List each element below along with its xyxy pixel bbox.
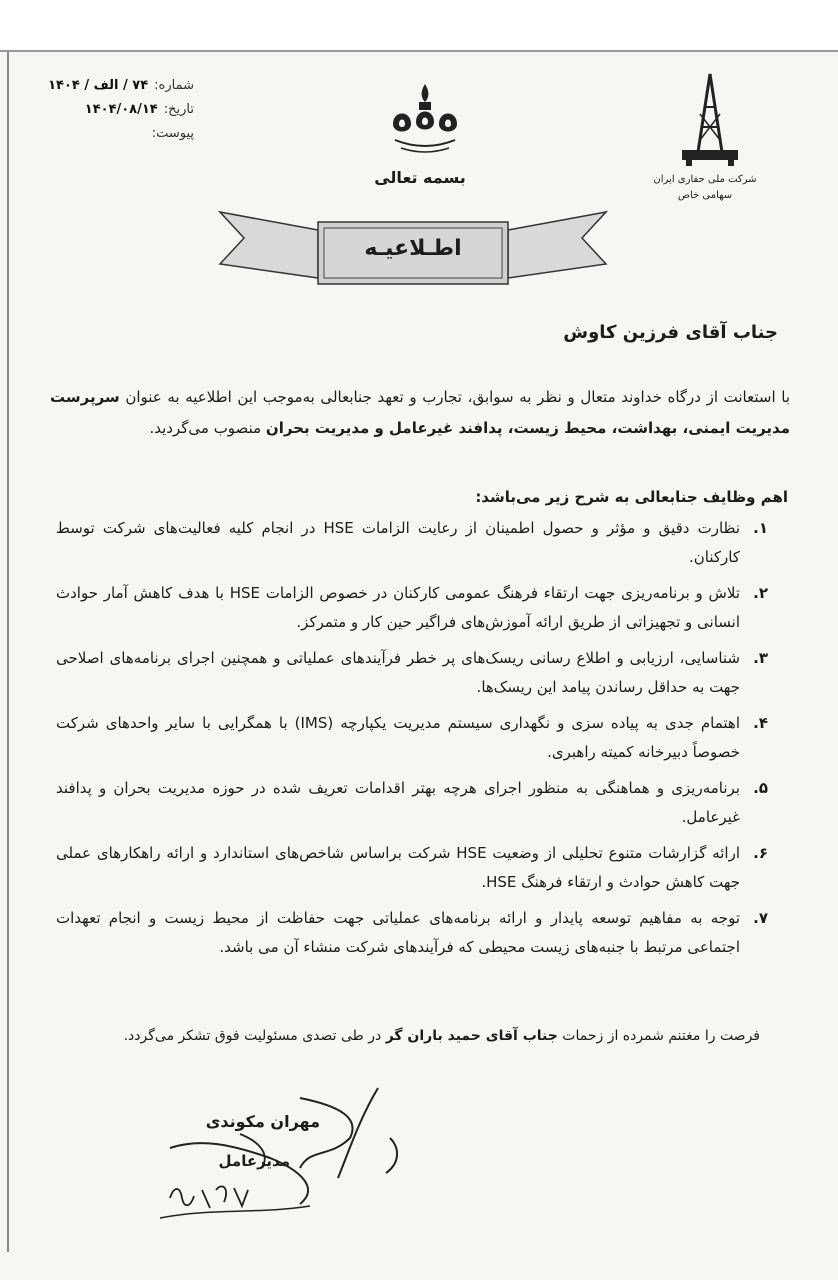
thanks-predecessor: جناب آقای حمید باران گر	[385, 1028, 558, 1044]
meta-attachment-label: پیوست:	[151, 126, 194, 141]
scan-border-left	[7, 52, 9, 1252]
duty-number: ۲.	[753, 584, 768, 602]
duties-list	[56, 514, 768, 969]
duty-text: توجه به مفاهیم توسعه پایدار و ارائه برنامه‌های عملیاتی جهت حفاظت از محیط زیست و انجام تعهدات اجتماعی مرتبط با جنبه‌های زیست محیطی که فرآیندهای شرکت منشاء آن می باشد.	[56, 909, 740, 956]
duty-item	[56, 839, 768, 897]
duties-heading: اهم وظایف جنابعالی به شرح زیر می‌باشد:	[475, 488, 788, 506]
basmala: بسمه تعالی	[374, 168, 466, 187]
duty-text: تلاش و برنامه‌ریزی جهت ارتقاء فرهنگ عمومی کارکنان در خصوص الزامات HSE با هدف کاهش آمار حوادث انسانی و تجهیزاتی از طریق ارائه آموزش‌های فراگیر حین کار و متمرکز.	[56, 584, 740, 631]
duty-item	[56, 579, 768, 637]
announcement-title: اطـلاعیـه	[364, 236, 462, 261]
duty-number: ۱.	[753, 519, 768, 537]
duty-item	[56, 709, 768, 767]
meta-number-value: ۷۴ / الف / ۱۴۰۴	[48, 78, 149, 93]
signer-name: مهران مکوندی	[205, 1112, 320, 1131]
duty-number: ۳.	[753, 649, 768, 667]
national-oil-company-logo-icon	[385, 80, 465, 160]
duty-text: ارائه گزارشات متنوع تحلیلی از وضعیت HSE شرکت براساس شاخص‌های استاندارد و ارائه راهکارهای عملی جهت کاهش حوادث و ارتقاء فرهنگ HSE.	[56, 844, 740, 891]
duty-number: ۵.	[753, 779, 768, 797]
duty-text: اهتمام جدی به پیاده سزی و نگهداری سیستم مدیریت یکپارچه (IMS) با همگرایی با سایر واحدهای شرکت خصوصاً دبیرخانه کمیته راهبری.	[56, 714, 741, 761]
intro-paragraph	[50, 382, 790, 444]
meta-date-label: تاریخ:	[163, 102, 194, 117]
company-name-line1: شرکت ملی حفاری ایران	[653, 174, 757, 185]
recipient: جناب آقای فرزین کاوش	[563, 322, 778, 343]
duty-number: ۶.	[753, 844, 768, 862]
duty-item	[56, 774, 768, 832]
scan-top-margin	[0, 0, 838, 50]
intro-tail: منصوب می‌گردید.	[149, 419, 266, 437]
duty-number: ۷.	[753, 909, 768, 927]
company-name-line2: سهامی خاص	[677, 190, 733, 201]
signer-title: مدیرعامل	[218, 1152, 290, 1170]
duty-text: شناسایی، ارزیابی و اطلاع رسانی ریسک‌های پر خطر فرآیندهای عملیاتی و همچنین اجرای برنامه‌های اصلاحی جهت به حداقل رساندن پیامد این ریسک‌ها.	[56, 649, 740, 696]
company-name	[640, 172, 770, 204]
thanks-pre: فرصت را مغتنم شمرده از زحمات	[557, 1028, 760, 1044]
intro-text: با استعانت از درگاه خداوند متعال و نظر به سوابق، تجارب و تعهد جنابعالی به‌موجب این اطلاعیه به عنوان	[125, 388, 790, 406]
scan-border-top	[0, 50, 838, 52]
meta-date-value: ۱۴۰۴/۰۸/۱۴	[84, 102, 158, 117]
thanks-post: در طی تصدی مسئولیت فوق تشکر می‌گردد.	[123, 1028, 386, 1044]
letter-meta	[14, 74, 194, 146]
meta-number	[14, 74, 194, 98]
duty-item	[56, 644, 768, 702]
drilling-rig-logo-icon	[680, 72, 740, 167]
duty-item	[56, 514, 768, 572]
meta-attachment	[14, 122, 194, 146]
thanks-paragraph	[70, 1028, 760, 1044]
duty-item	[56, 904, 768, 962]
duty-number: ۴.	[753, 714, 768, 732]
intro-position-title: سرپرست مدیریت ایمنی، بهداشت، محیط زیست، پدافند غیرعامل و مدیریت بحران	[50, 388, 790, 437]
duty-text: نظارت دقیق و مؤثر و حصول اطمینان از رعایت الزامات HSE در انجام کلیه فعالیت‌های شرکت توسط کارکنان.	[56, 519, 740, 566]
meta-number-label: شماره:	[154, 78, 194, 93]
duty-text: برنامه‌ریزی و هماهنگی به منظور اجرای هرچه بهتر اقدامات تعریف شده در حوزه مدیریت بحران و پدافند غیرعامل.	[56, 779, 740, 826]
meta-date	[14, 98, 194, 122]
